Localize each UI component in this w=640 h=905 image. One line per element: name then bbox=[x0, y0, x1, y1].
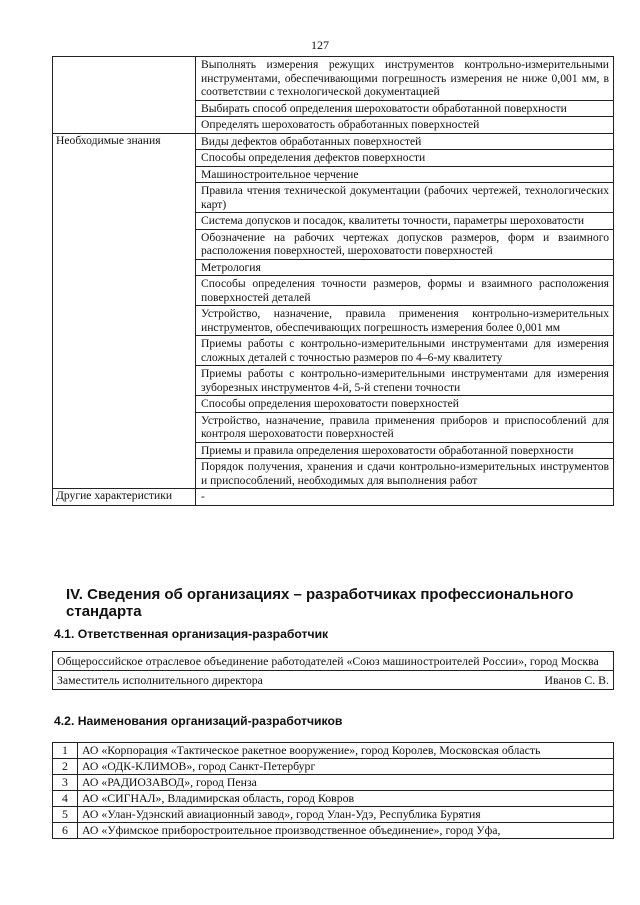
row-text: Устройство, назначение, правила применения контрольно-измерительных инструментов, обеспечивающих погрешность измерения более 0,001 мм bbox=[196, 306, 614, 336]
row-text: Приемы работы с контрольно-измерительными инструментами для измерения сложных деталей с точностью размеров по 4–6-му квалитету bbox=[196, 336, 614, 366]
developer-number: 5 bbox=[53, 807, 78, 823]
skills-table bbox=[52, 56, 614, 506]
developer-row bbox=[53, 775, 614, 791]
developer-name: АО «Улан-Удэнский авиационный завод», город Улан-Удэ, Республика Бурятия bbox=[78, 807, 614, 823]
row-text: Порядок получения, хранения и сдачи контрольно-измерительных инструментов и приспособлений, необходимых для выполнения работ bbox=[196, 459, 614, 489]
row-text: - bbox=[196, 489, 614, 506]
row-text: Система допусков и посадок, квалитеты точности, параметры шероховатости bbox=[196, 213, 614, 230]
developer-row bbox=[53, 743, 614, 759]
row-label: Необходимые знания bbox=[53, 133, 196, 489]
org-signatory-row bbox=[53, 671, 614, 690]
row-text: Способы определения дефектов поверхности bbox=[196, 150, 614, 167]
developers-heading: 4.2. Наименования организаций-разработчиков bbox=[54, 714, 343, 728]
developer-number: 3 bbox=[53, 775, 78, 791]
row-text: Приемы и правила определения шероховатости обработанной поверхности bbox=[196, 442, 614, 459]
responsible-heading: 4.1. Ответственная организация-разработчик bbox=[54, 627, 329, 641]
row-text: Приемы работы с контрольно-измерительными инструментами для измерения зуборезных инструментов 4-й, 5-й степени точности bbox=[196, 366, 614, 396]
knowledge-row bbox=[53, 133, 614, 150]
developer-row bbox=[53, 807, 614, 823]
developer-name: АО «РАДИОЗАВОД», город Пенза bbox=[78, 775, 614, 791]
developer-number: 6 bbox=[53, 823, 78, 839]
developer-number: 4 bbox=[53, 791, 78, 807]
org-name-row bbox=[53, 652, 614, 671]
developer-name: АО «ОДК-КЛИМОВ», город Санкт-Петербург bbox=[78, 759, 614, 775]
skill-row bbox=[53, 57, 614, 101]
row-text: Обозначение на рабочих чертежах допусков размеров, форм и взаимного расположения поверхностей, шероховатости поверхностей bbox=[196, 229, 614, 259]
row-text: Выполнять измерения режущих инструментов контрольно-измерительными инструментами, обеспечивающими погрешность измерения не ниже 0,001 мм, в соответствии с технологической документацией bbox=[196, 57, 614, 101]
row-label: Другие характеристики bbox=[53, 489, 196, 506]
developer-number: 1 bbox=[53, 743, 78, 759]
developers-table bbox=[52, 742, 614, 839]
row-text: Правила чтения технической документации (рабочих чертежей, технологических карт) bbox=[196, 183, 614, 213]
developer-name: АО «Уфимское приборостроительное производственное объединение», город Уфа, bbox=[78, 823, 614, 839]
row-text: Выбирать способ определения шероховатости обработанной поверхности bbox=[196, 100, 614, 117]
signatory-name: Иванов С. В. bbox=[544, 673, 609, 687]
page-number: 127 bbox=[311, 38, 329, 52]
row-text: Способы определения точности размеров, формы и взаимного расположения поверхностей деталей bbox=[196, 276, 614, 306]
row-text: Устройство, назначение, правила применения приборов и приспособлений для контроля шероховатости поверхностей bbox=[196, 412, 614, 442]
developer-row bbox=[53, 791, 614, 807]
row-text: Определять шероховатость обработанных поверхностей bbox=[196, 117, 614, 134]
responsible-org-table bbox=[52, 651, 614, 690]
developer-row bbox=[53, 759, 614, 775]
signatory-position: Заместитель исполнительного директора bbox=[57, 673, 263, 687]
developer-row bbox=[53, 823, 614, 839]
other-characteristics-row bbox=[53, 489, 614, 506]
org-name-cell: Общероссийское отраслевое объединение работодателей «Союз машиностроителей России», город Москва bbox=[53, 652, 614, 671]
developer-number: 2 bbox=[53, 759, 78, 775]
row-text: Способы определения шероховатости поверхностей bbox=[196, 396, 614, 413]
row-label bbox=[53, 57, 196, 134]
developer-name: АО «Корпорация «Тактическое ракетное вооружение», город Королев, Московская область bbox=[78, 743, 614, 759]
row-text: Виды дефектов обработанных поверхностей bbox=[196, 133, 614, 150]
section-title: IV. Сведения об организациях – разработчиках профессионального стандарта bbox=[66, 586, 574, 620]
row-text: Метрология bbox=[196, 259, 614, 276]
developer-name: АО «СИГНАЛ», Владимирская область, город Ковров bbox=[78, 791, 614, 807]
row-text: Машиностроительное черчение bbox=[196, 166, 614, 183]
